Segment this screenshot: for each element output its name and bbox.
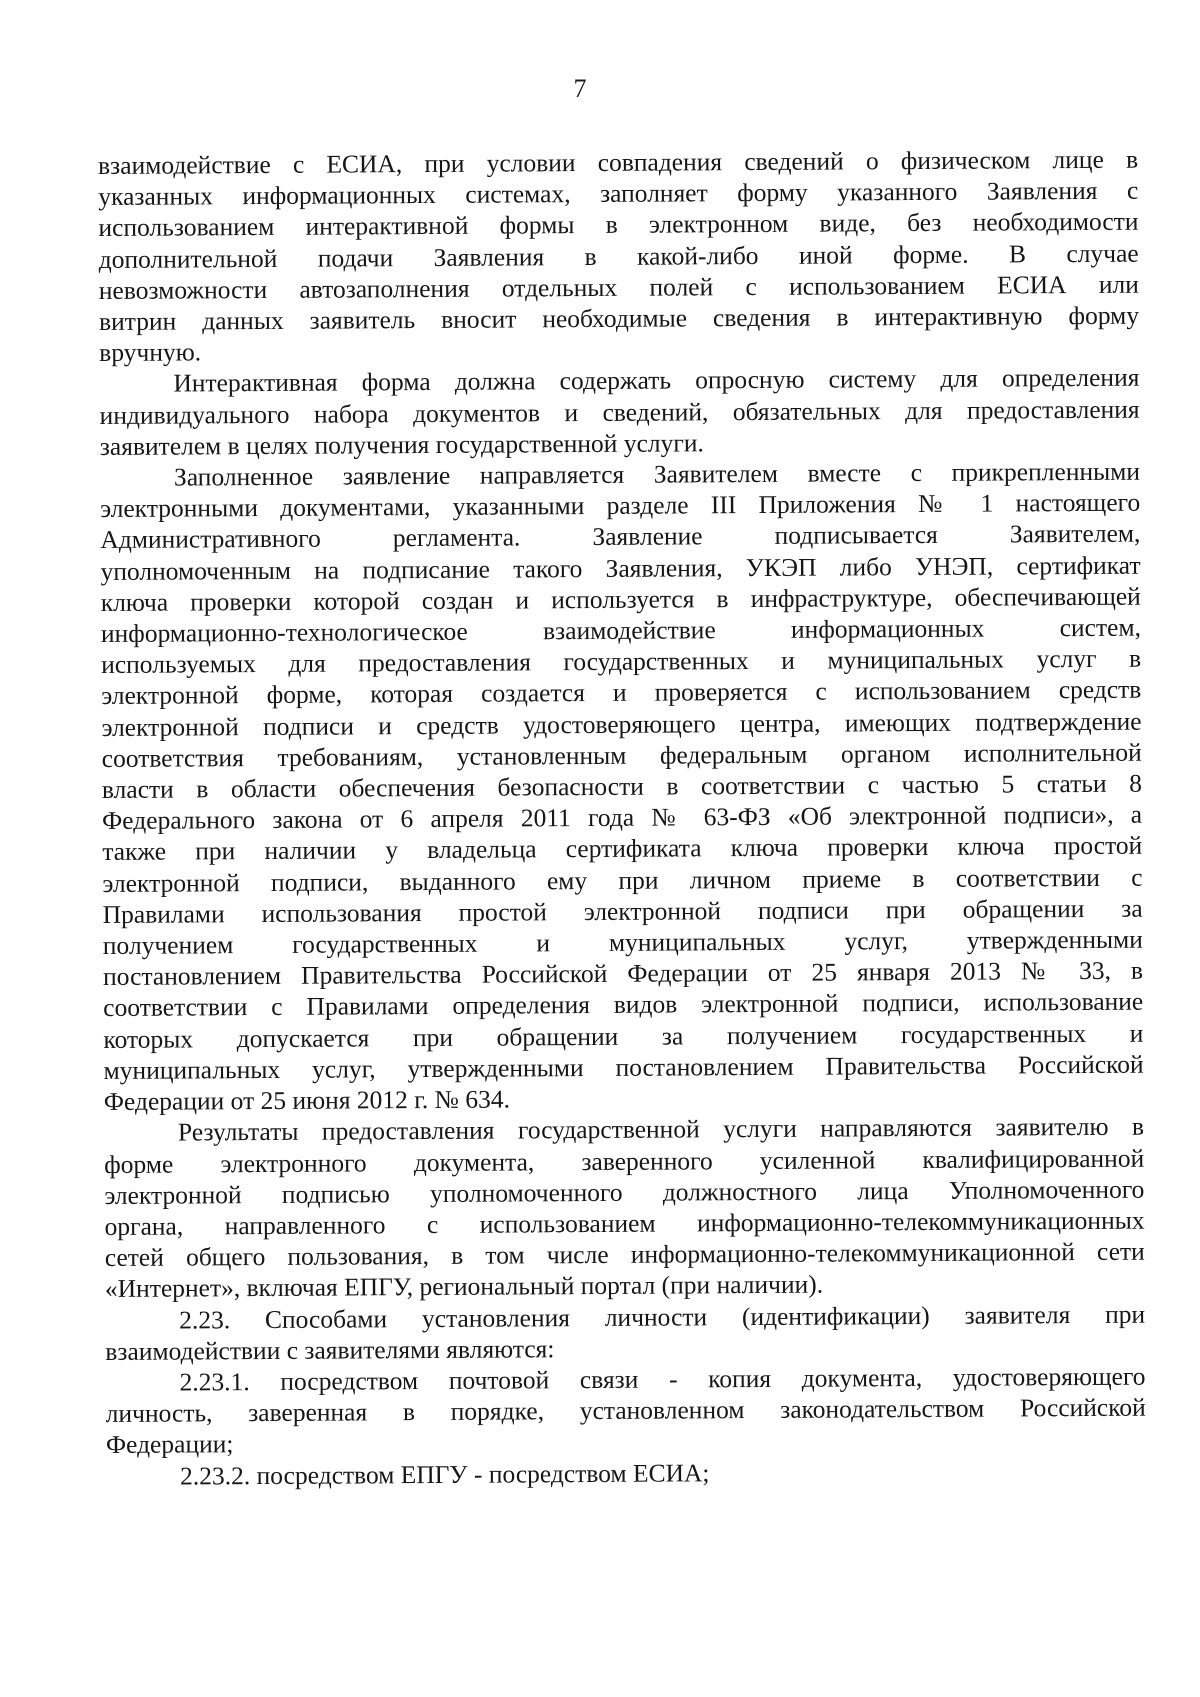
text-line: власти в области обеспечения безопасности в соответствии с частью 5 статьи 8 <box>101 768 1142 805</box>
text-line: взаимодействии с заявителями являются: <box>105 1333 555 1366</box>
text-line: форме электронного документа, заверенного усиленной квалифицированной <box>104 1143 1145 1179</box>
text-line: органа, направленного с использованием информационно-телекоммуникационных <box>104 1205 1145 1241</box>
paragraph <box>98 144 1139 369</box>
text-line: уполномоченным на подписание такого Заявления, УКЭП либо УНЭП, сертификат <box>100 550 1141 586</box>
paragraph <box>105 1298 1145 1367</box>
text-line: дополнительной подачи Заявления в какой-либо иной форме. В случае <box>98 238 1139 274</box>
text-line: постановлением Правительства Российской Федерации от 25 января 2013 № 33, в <box>102 955 1144 992</box>
text-line: вручную. <box>99 337 202 368</box>
text-line: ключа проверки которой создан и используется в инфраструктуре, обеспечивающей <box>100 581 1141 617</box>
text-line: 2.23.1. посредством почтовой связи - копия документа, удостоверяющего <box>179 1361 1146 1397</box>
text-line: взаимодействие с ЕСИА, при условии совпадения сведений о физическом лице в <box>98 144 1139 180</box>
text-line: индивидуального набора документов и сведений, обязательных для предоставления <box>99 394 1140 430</box>
text-line: получением государственных и муниципальных услуг, утвержденными <box>102 924 1143 961</box>
text-line: невозможности автозаполнения отдельных полей с использованием ЕСИА или <box>98 269 1139 305</box>
text-line: также при наличии у владельца сертификата ключа проверки ключа простой <box>102 831 1143 867</box>
text-line: сетей общего пользования, в том числе информационно-телекоммуникационной сети <box>104 1236 1145 1273</box>
text-line: Федерации от 25 июня 2012 г. № 634. <box>103 1084 511 1117</box>
paragraph <box>106 1454 1146 1492</box>
text-line: Результаты предоставления государственной услуги направляются заявителю в <box>177 1111 1145 1147</box>
text-line: указанных информационных системах, заполняет форму указанного Заявления с <box>98 175 1139 212</box>
text-line: использованием интерактивной формы в электронном виде, без необходимости <box>98 207 1139 243</box>
text-line: «Интернет», включая ЕПГУ, региональный портал (при наличии). <box>104 1269 824 1304</box>
text-line: электронной подписью уполномоченного должностного лица Уполномоченного <box>104 1174 1145 1210</box>
text-line: электронной подписи, выданного ему при личном приеме в соответствии с <box>102 862 1143 898</box>
text-line: Административного регламента. Заявление подписывается Заявителем, <box>100 519 1141 555</box>
page-number: 7 <box>573 74 587 103</box>
text-line: витрин данных заявитель вносит необходимые сведения в интерактивную форму <box>98 300 1140 337</box>
text-line: Правилами использования простой электронной подписи при обращении за <box>102 893 1143 929</box>
text-line: которых допускается при обращении за получением государственных и <box>103 1018 1144 1054</box>
text-line: Федерации; <box>105 1429 234 1460</box>
text-line: 2.23. Способами установления личности (идентификации) заявителя при <box>179 1299 1146 1335</box>
text-line: соответствии с Правилами определения видов электронной подписи, использование <box>103 987 1144 1023</box>
paragraph <box>100 456 1144 1118</box>
document-body <box>98 144 1146 1492</box>
text-line: Заполненное заявление направляется Заявителем вместе с прикрепленными <box>173 456 1141 492</box>
text-line: соответствия требованиям, установленным федеральным органом исполнительной <box>101 737 1142 773</box>
paragraph <box>105 1361 1146 1461</box>
text-line: информационно-технологическое взаимодействие информационных систем, <box>100 612 1142 649</box>
text-line: электронными документами, указанными разделе III Приложения № 1 настоящего <box>100 487 1141 524</box>
text-line: Интерактивная форма должна содержать опросную систему для определения <box>173 363 1140 398</box>
text-line: Федерального закона от 6 апреля 2011 года № 63-ФЗ «Об электронной подписи», а <box>102 799 1143 836</box>
text-line: муниципальных услуг, утвержденными постановлением Правительства Российской <box>103 1049 1144 1085</box>
text-line: электронной форме, которая создается и проверяется с использованием средств <box>101 675 1142 711</box>
paragraph <box>104 1111 1145 1305</box>
text-line: личность, заверенная в порядке, установленном законодательством Российской <box>105 1392 1146 1429</box>
text-line: используемых для предоставления государственных и муниципальных услуг в <box>101 643 1142 680</box>
text-line: заявителем в целях получения государственной услуги. <box>99 428 704 461</box>
text-line: электронной подписи и средств удостоверяющего центра, имеющих подтверждение <box>101 706 1142 742</box>
text-line: 2.23.2. посредством ЕПГУ - посредством ЕСИА; <box>180 1457 710 1491</box>
paragraph <box>99 362 1140 462</box>
